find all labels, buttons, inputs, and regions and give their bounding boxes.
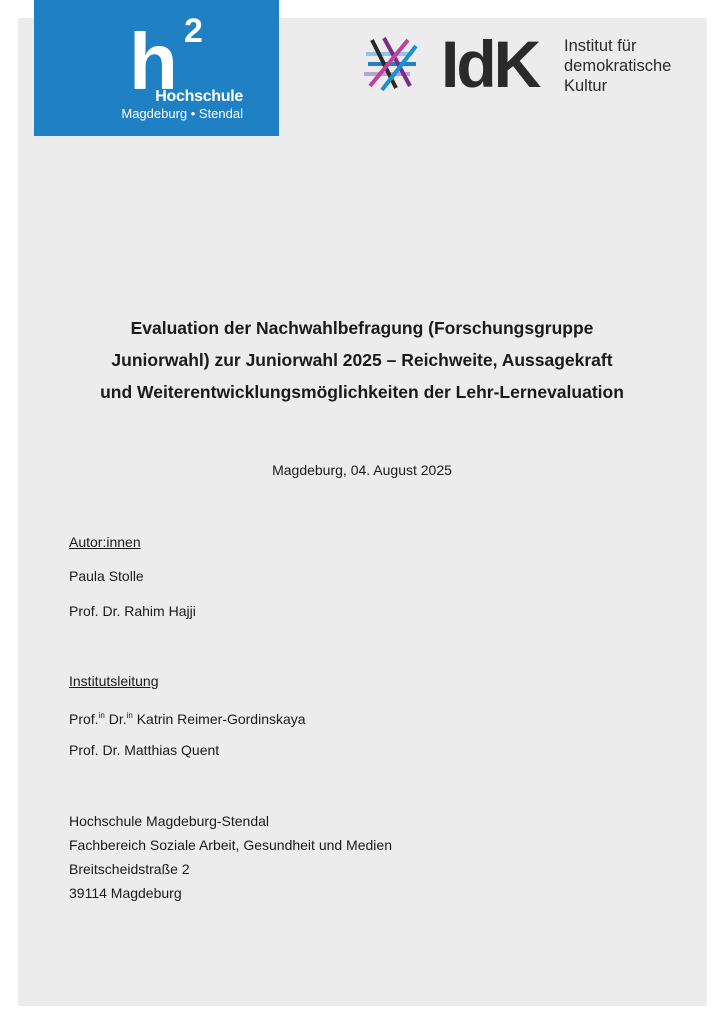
place-date: Magdeburg, 04. August 2025 <box>272 462 452 478</box>
idk-wordmark: IdK <box>441 27 539 101</box>
title-line: Juniorwahl) zur Juniorwahl 2025 – Reichweite, Aussagekraft <box>111 350 613 370</box>
institute-name-line: Institut für <box>564 37 637 55</box>
hochschule-logo <box>34 0 279 136</box>
institute-name-line: Kultur <box>564 77 608 95</box>
logo-cities: Magdeburg • Stendal <box>121 106 243 121</box>
author-name: Prof. Dr. Rahim Hajji <box>69 603 196 619</box>
institute-name-line: demokratische <box>564 57 672 75</box>
logo-hochschule-name: Hochschule <box>155 88 243 105</box>
leadership-person: Prof.$^{in}$ Dr.$^{in}$ Katrin Reimer-Gordinskaya <box>69 711 306 727</box>
institute-name <box>564 36 671 96</box>
author-name: Paula Stolle <box>69 568 144 584</box>
leadership-heading: Institutsleitung <box>69 673 159 689</box>
document-page <box>18 18 707 1006</box>
document-title <box>40 312 684 408</box>
title-line: Evaluation der Nachwahlbefragung (Forschungsgruppe <box>130 318 594 338</box>
address-line: 39114 Magdeburg <box>69 885 182 901</box>
leadership-person: Prof. Dr. Matthias Quent <box>69 742 220 758</box>
address-line: Fachbereich Soziale Arbeit, Gesundheit und Medien <box>69 837 392 853</box>
authors-heading: Autor:innen <box>69 534 141 550</box>
idk-crosshatch-icon <box>362 36 420 92</box>
address-line: Breitscheidstraße 2 <box>69 861 190 877</box>
logo-h-glyph: h <box>129 17 176 106</box>
logo-superscript-2: 2 <box>184 12 203 50</box>
address-line: Hochschule Magdeburg-Stendal <box>69 813 270 829</box>
title-line: und Weiterentwicklungsmöglichkeiten der Lehr-Lernevaluation <box>100 382 624 402</box>
